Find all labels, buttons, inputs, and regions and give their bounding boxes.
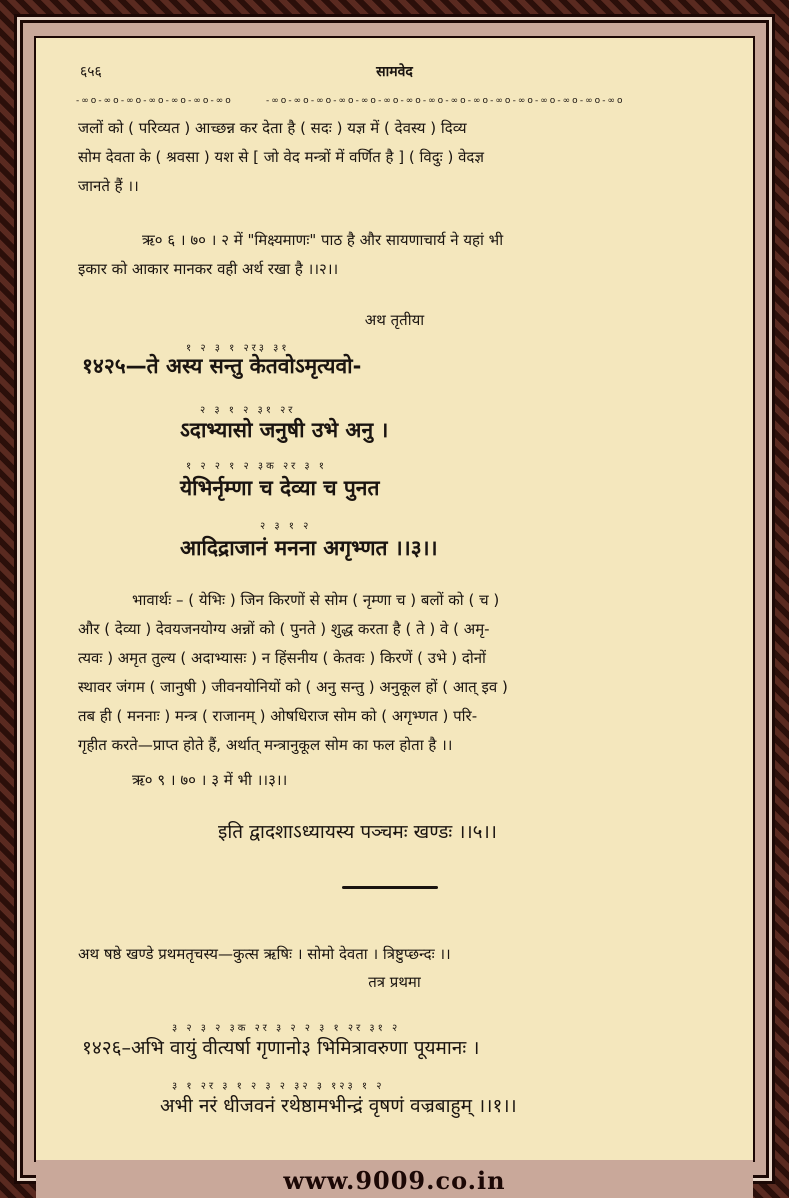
accent-marks-6: ३ १ २र ३ १ २ ३ २ ३२ ३ १२३ १ २ bbox=[172, 1081, 385, 1092]
book-page bbox=[36, 38, 753, 1160]
accent-marks-3: १ २ २ १ २ ३क २र ३ १ bbox=[186, 461, 327, 472]
bhavarth-line-5: तब ही ( मननाः ) मन्त्र ( राजानम् ) ओषधिराज सोम को ( अगृभ्णत ) परि- bbox=[78, 707, 478, 725]
bhavarth-line-4: स्थावर जंगम ( जानुषी ) जीवनयोनियों को ( अनु सन्तु ) अनुकूल हों ( आत् इव ) bbox=[78, 678, 508, 696]
accent-marks-1: १ २ ३ १ २र३ ३१ bbox=[186, 343, 290, 354]
bhavarth-line-2: और ( देव्या ) देवयजनयोग्य अन्नों को ( पुनते ) शुद्ध करता है ( ते ) वे ( अमृ- bbox=[78, 620, 490, 638]
accent-marks-4: २ ३ १ २ bbox=[260, 521, 312, 532]
page-header bbox=[36, 62, 753, 86]
accent-marks-2: २ ३ १ २ ३१ २र bbox=[200, 405, 296, 416]
section-end: इति द्वादशाऽध्यायस्य पञ्चमः खण्डः ।।५।। bbox=[218, 821, 497, 843]
ornament-left: -∞o-∞o-∞o-∞o-∞o-∞o-∞o bbox=[76, 96, 233, 106]
bhavarth-line-1: भावार्थः – ( येभिः ) जिन किरणों से सोम ( नृम्णा च ) बलों को ( च ) bbox=[132, 591, 500, 609]
bhavarth-line-6: गृहीत करते—प्राप्त होते हैं, अर्थात् मन्त्रानुकूल सोम का फल होता है ।। bbox=[78, 736, 453, 754]
ornament-right: -∞o-∞o-∞o-∞o-∞o-∞o-∞o-∞o-∞o-∞o-∞o-∞o-∞o-∞o-∞o-∞o bbox=[266, 96, 625, 106]
bhavarth-line-3: त्यवः ) अमृत तुल्य ( अदाभ्यासः ) न हिंसनीय ( केतवः ) किरणें ( उभे ) दोनों bbox=[78, 649, 486, 667]
mantra-1425-line-1: १४२५—ते अस्य सन्तु केतवोऽमृत्यवो- bbox=[82, 354, 362, 378]
mantra-1425-line-3: येभिर्नृम्णा च देव्या च पुनत bbox=[180, 476, 380, 500]
mantra-1426-line-1: १४२६–अभि वायुं वीत्यर्षा गृणानो३ भिमित्रावरुणा पूयमानः । bbox=[82, 1037, 480, 1059]
intro-line-1: जलों को ( परिव्यत ) आच्छन्न कर देता है ( सदः ) यज्ञ में ( देवस्य ) दिव्य bbox=[78, 119, 467, 137]
divider bbox=[342, 886, 438, 889]
next-section-intro: अथ षष्ठे खण्डे प्रथमतृचस्य—कुत्स ऋषिः । सोमो देवता । त्रिष्टुप्छन्दः ।। bbox=[78, 945, 451, 963]
intro-line-2: सोम देवता के ( श्रवसा ) यश से [ जो वेद मन्त्रों में वर्णित है ] ( विदुः ) वेदज्ञ bbox=[78, 148, 485, 166]
page-number: ६५६ bbox=[80, 64, 102, 80]
mantra-1425-line-2: ऽदाभ्यासो जनुषी उभे अनु । bbox=[180, 418, 389, 442]
mantra-1425-line-4: आदिद्राजानं मनना अगृभ्णत ।।३।। bbox=[180, 536, 438, 560]
footer-url[interactable]: www.9009.co.in bbox=[283, 1166, 506, 1195]
note-line-2: इकार को आकार मानकर वही अर्थ रखा है ।।२।। bbox=[78, 260, 339, 278]
intro-line-3: जानते हैं ।। bbox=[78, 177, 139, 195]
reference-line: ऋ० ९ । ७० । ३ में भी ।।३।। bbox=[132, 771, 288, 789]
note-line-1: ऋ० ६ । ७० । २ में "मिक्ष्यमाणः" पाठ है और सायणाचार्य ने यहां भी bbox=[142, 231, 504, 249]
accent-marks-5: ३ २ ३ २ ३क २र ३ २ २ ३ १ २र ३१ २ bbox=[172, 1023, 401, 1034]
heading-first: तत्र प्रथमा bbox=[368, 973, 421, 991]
heading-third: अथ तृतीया bbox=[364, 311, 425, 329]
mantra-1426-line-2: अभी नरं धीजवनं रथेष्ठामभीन्द्रं वृषणं वज्रबाहुम् ।।१।। bbox=[160, 1095, 517, 1117]
page-title: सामवेद bbox=[376, 64, 413, 80]
